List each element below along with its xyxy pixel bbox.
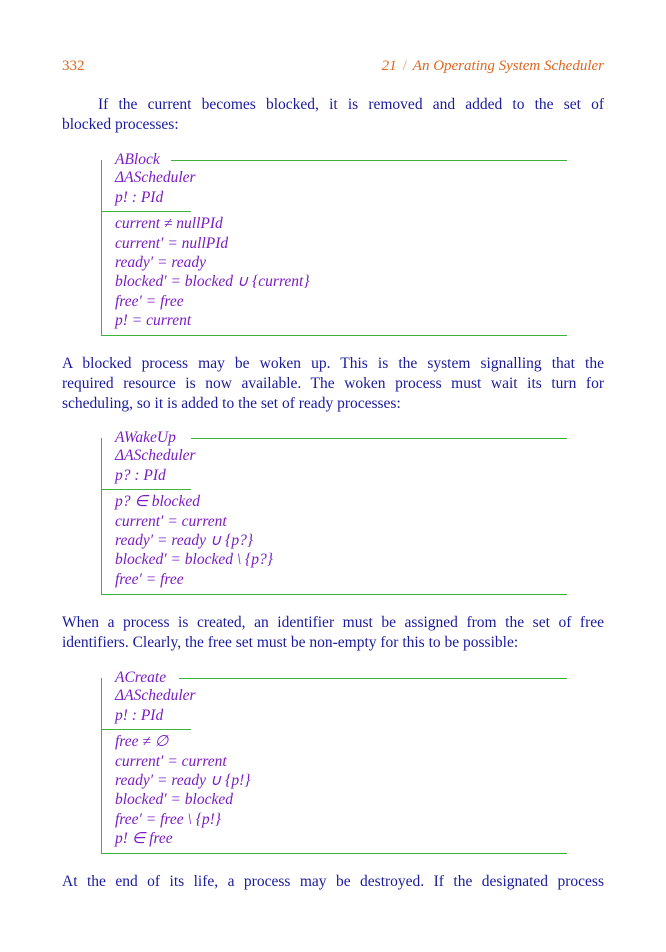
schema-left-rule <box>101 678 102 853</box>
schema-predicate: ready′ = ready <box>115 254 207 271</box>
schema-bottom-rule <box>101 853 567 854</box>
schema-divider <box>101 211 191 212</box>
paragraph-line: When a process is created, an identifier must be assigned from the set of free <box>62 614 604 631</box>
paragraph-line: required resource is now available. The woken process must wait its turn for <box>62 375 604 392</box>
chapter-title: An Operating System Scheduler <box>412 58 604 74</box>
page-number: 332 <box>62 58 85 74</box>
schema-predicate: p? ∈ blocked <box>115 493 200 510</box>
schema-predicate: p! ∈ free <box>115 830 173 847</box>
schema-top-rule <box>191 438 567 439</box>
schema-predicate: blocked′ = blocked <box>115 791 233 808</box>
schema-divider <box>101 729 191 730</box>
schema-declaration: ΔAScheduler <box>115 447 196 464</box>
schema-divider <box>101 489 191 490</box>
paragraph-line: blocked processes: <box>62 116 179 133</box>
paragraph-block-create <box>62 613 604 653</box>
paragraph-line: A blocked process may be woken up. This is the system signalling that the <box>62 355 604 372</box>
schema-declaration: p! : PId <box>115 707 164 724</box>
schema-predicate: free ≠ ∅ <box>115 733 169 750</box>
schema-declaration: p? : PId <box>115 467 166 484</box>
schema-predicate: current′ = current <box>115 513 227 530</box>
schema-name: ABlock <box>115 151 160 168</box>
paragraph-block-destroy <box>62 872 604 892</box>
schema-left-rule <box>101 160 102 335</box>
schema-predicate: current′ = nullPId <box>115 235 229 252</box>
schema-predicate: current ≠ nullPId <box>115 215 223 232</box>
schema-predicate: ready′ = ready ∪ {p?} <box>115 532 254 549</box>
paragraph-line: If the current becomes blocked, it is removed and added to the set of <box>98 96 604 113</box>
chapter-heading <box>382 58 604 75</box>
schema-bottom-rule <box>101 335 567 336</box>
paragraph-line: At the end of its life, a process may be destroyed. If the designated process <box>62 873 604 890</box>
chapter-number: 21 <box>381 58 397 74</box>
schema-awakeup <box>101 428 567 595</box>
schema-predicate: ready′ = ready ∪ {p!} <box>115 772 251 789</box>
running-header <box>62 58 604 78</box>
schema-declaration: ΔAScheduler <box>115 687 196 704</box>
schema-predicate: free′ = free <box>115 293 184 310</box>
header-separator: / <box>402 58 407 74</box>
paragraph-line: scheduling, so it is added to the set of ready processes: <box>62 395 401 412</box>
schema-top-rule <box>179 678 567 679</box>
schema-top-rule <box>171 160 567 161</box>
schema-predicate: free′ = free <box>115 571 184 588</box>
schema-left-rule <box>101 438 102 594</box>
schema-name: ACreate <box>115 669 167 686</box>
schema-ablock <box>101 150 567 336</box>
schema-bottom-rule <box>101 594 567 595</box>
schema-predicate: p! = current <box>115 312 192 329</box>
schema-predicate: free′ = free \ {p!} <box>115 811 222 828</box>
schema-predicate: blocked′ = blocked ∪ {current} <box>115 273 310 290</box>
schema-predicate: current′ = current <box>115 753 227 770</box>
paragraph-block-intro <box>62 95 604 135</box>
schema-acreate <box>101 668 567 854</box>
schema-declaration: ΔAScheduler <box>115 169 196 186</box>
schema-name: AWakeUp <box>115 429 176 446</box>
paragraph-line: identifiers. Clearly, the free set must be non-empty for this to be possible: <box>62 634 519 651</box>
paragraph-block-wakeup <box>62 354 604 414</box>
schema-predicate: blocked′ = blocked \ {p?} <box>115 551 273 568</box>
schema-declaration: p! : PId <box>115 189 164 206</box>
